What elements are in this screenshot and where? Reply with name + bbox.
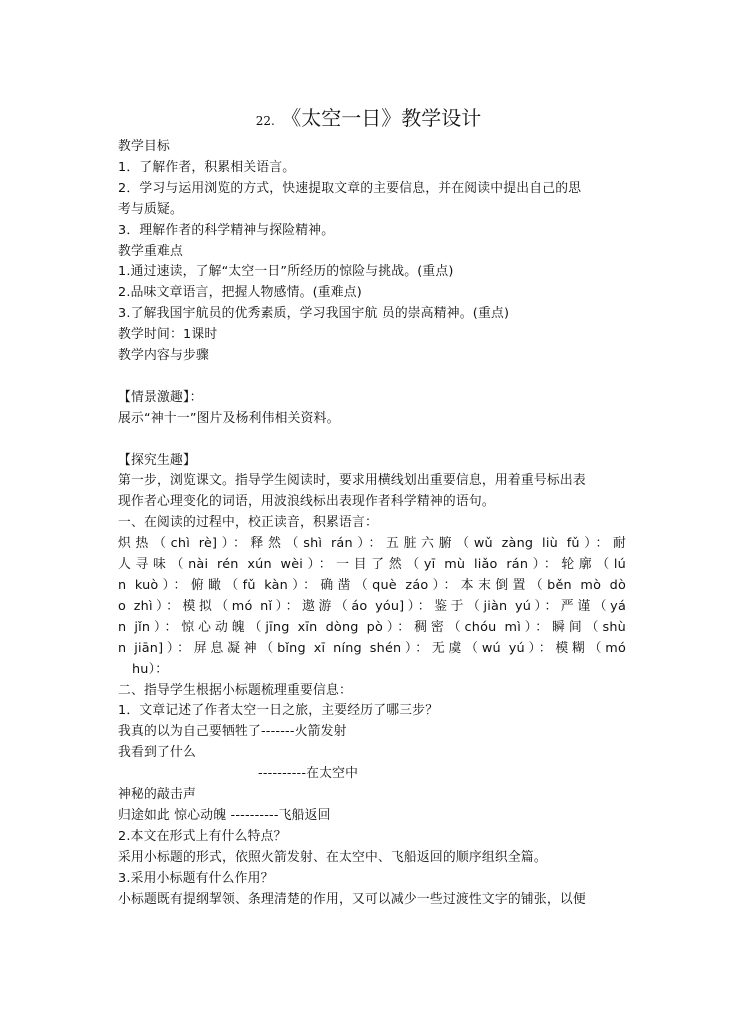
pinyin-line-5: n jǐn）：惊心动魄（jīng xīn dòng pò）：稠密（chóu mì）：瞬间（shù <box>118 619 626 635</box>
section-heading-key-points: 教学重难点 <box>118 243 183 259</box>
step-one-line-2: 现作者心理变化的词语，用波浪线标出表现作者科学精神的语句。 <box>118 494 495 510</box>
subheading-scenario: 【情景激趣】： <box>118 389 203 405</box>
pinyin-line-4: o zhì）：模拟（mó nǐ）：遨游（áo yóu]）：鉴于（jiàn yú）：严谨（yá <box>118 598 626 614</box>
section-heading-steps: 教学内容与步骤 <box>118 348 209 364</box>
answer-step-2a: 我看到了什么 <box>118 745 196 761</box>
answer-step-3: 归途如此 惊心动魄 ----------飞船返回 <box>118 807 331 823</box>
question-2: 2.本文在形式上有什么特点？ <box>118 828 287 844</box>
lesson-title: 《太空一日》教学设计 <box>281 106 482 130</box>
part-one-heading: 一、在阅读的过程中，校正读音，积累语言： <box>118 515 378 531</box>
answer-step-2b: 神秘的敲击声 <box>118 787 196 803</box>
goal-item-1: 1．了解作者，积累相关语言。 <box>118 159 296 175</box>
answer-step-2-label: ----------在太空中 <box>258 766 359 782</box>
question-3: 3.采用小标题有什么作用？ <box>118 870 274 886</box>
goal-item-2-line-1: 2．学习与运用浏览的方式，快速提取文章的主要信息，并在阅读中提出自己的思 <box>118 180 582 196</box>
subheading-explore: 【探究生趣】 <box>118 452 196 468</box>
answer-2: 采用小标题的形式，依照火箭发射、在太空中、飞船返回的顺序组织全篇。 <box>118 849 547 865</box>
goal-item-3: 3．理解作者的科学精神与探险精神。 <box>118 222 335 238</box>
blank-line <box>118 367 626 388</box>
section-heading-goals: 教学目标 <box>118 139 170 154</box>
pinyin-line-7: hu）： <box>132 661 169 677</box>
answer-step-1: 我真的以为自己要牺牲了-------火箭发射 <box>118 724 347 740</box>
pinyin-line-1: 炽热（chì rè]）：释然（shì rán）：五脏六腑（wǔ zàng liù fǔ）：耐 <box>118 536 626 552</box>
scenario-text: 展示“神十一”图片及杨利伟相关资料。 <box>118 410 340 426</box>
pinyin-line-3: n kuò）：俯瞰（fǔ kàn）：确凿（què záo）：本末倒置（běn mò dò <box>118 578 626 593</box>
pinyin-line-6: n jiān]）：屏息凝神（bǐng xī níng shén）：无虞（wú yú）：模糊（mó <box>118 640 626 656</box>
teaching-time: 教学时间：1课时 <box>118 327 218 343</box>
key-point-2: 2.品味文章语言，把握人物感情。(重难点) <box>118 285 362 301</box>
pinyin-line-2: 人寻味（nài rén xún wèi）：一目了然（yī mù liǎo rán）：轮廓（lú <box>118 557 626 573</box>
answer-3: 小标题既有提纲挈领、条理清楚的作用，又可以减少一些过渡性文字的铺张，以便 <box>118 891 586 907</box>
goal-item-2-line-2: 考与质疑。 <box>118 201 183 217</box>
lesson-number: 22. <box>255 114 275 128</box>
step-one-line-1: 第一步，浏览课文。指导学生阅读时，要求用横线划出重要信息，用着重号标出表 <box>118 473 586 489</box>
question-1: 1．文章记述了作者太空一日之旅，主要经历了哪三步？ <box>118 703 439 719</box>
document-title <box>0 104 737 135</box>
part-two-heading: 二、指导学生根据小标题梳理重要信息： <box>118 682 352 698</box>
key-point-1: 1.通过速读，了解“太空一日”所经历的惊险与挑战。(重点) <box>118 264 454 280</box>
blank-line <box>118 430 626 451</box>
key-point-3: 3.了解我国宇航员的优秀素质，学习我国宇航 员的崇高精神。(重点) <box>118 306 510 322</box>
document-body <box>118 137 626 911</box>
